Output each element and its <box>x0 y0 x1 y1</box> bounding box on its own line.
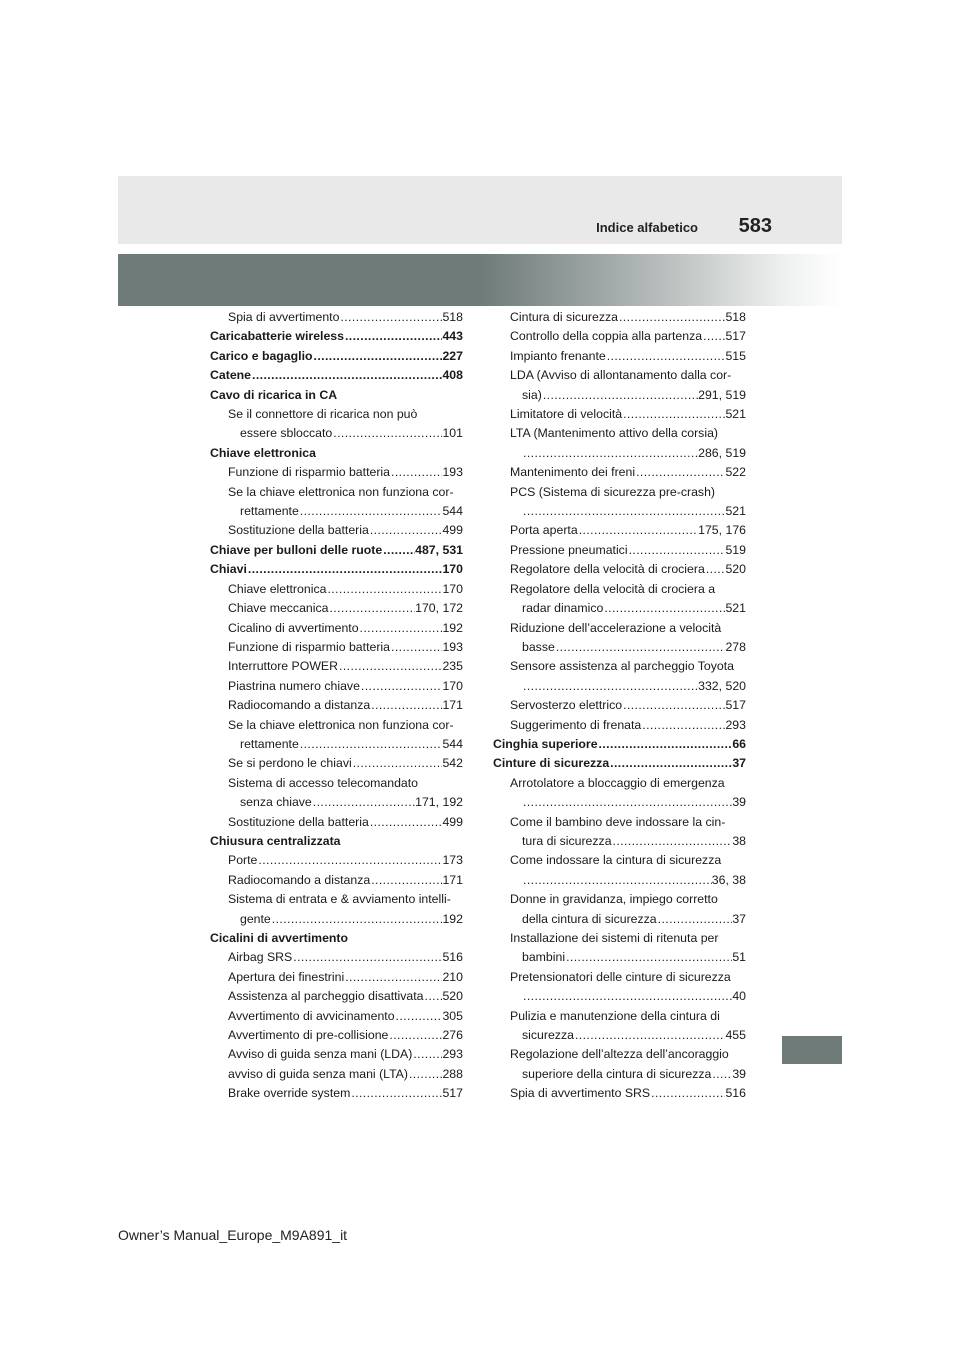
page-reference: 37 <box>732 911 746 926</box>
index-term-text: Assistenza al parcheggio disattivata <box>228 989 424 1004</box>
dot-leader <box>359 619 443 638</box>
dot-leader <box>522 793 732 812</box>
page-reference: 171, 192 <box>415 795 463 810</box>
index-subentry <box>493 327 746 346</box>
index-subentry <box>210 871 463 890</box>
index-term-text: LTA (Mantenimento attivo della corsia) <box>510 426 719 441</box>
dot-leader <box>424 987 443 1006</box>
index-term-text: Servosterzo elettrico <box>510 698 623 713</box>
index-subentry <box>493 541 746 560</box>
index-subentry <box>210 948 463 967</box>
index-term-text: tura di sicurezza <box>522 833 612 848</box>
index-subentry <box>493 1007 746 1046</box>
index-subentry <box>210 483 463 522</box>
index-term-text: Chiave elettronica <box>228 581 327 596</box>
index-term-text: sia) <box>522 387 542 402</box>
page-reference: 170 <box>442 581 463 596</box>
page-reference: 210 <box>442 969 463 984</box>
index-term-text: Sistema di accesso telecomandato <box>228 775 419 790</box>
page-reference: 101 <box>442 426 463 441</box>
index-subentry <box>493 968 746 1007</box>
index-term-text: Funzione di risparmio batteria <box>228 639 390 654</box>
dot-leader <box>350 1084 442 1103</box>
index-entry <box>210 560 463 579</box>
index-subentry <box>210 657 463 676</box>
index-entry <box>210 366 463 385</box>
index-term-text: Avvertimento di avvicinamento <box>228 1008 395 1023</box>
index-term-text: Impianto frenante <box>510 348 606 363</box>
footer-text: Owner’s Manual_Europe_M9A891_it <box>118 1227 348 1243</box>
page-reference: 521 <box>725 601 746 616</box>
index-term-text: Cavo di ricarica in CA <box>210 387 338 402</box>
index-term-text: Cicalini di avvertimento <box>210 931 349 945</box>
dot-leader <box>657 910 733 929</box>
index-subentry <box>210 813 463 832</box>
index-term-text: Carico e bagaglio <box>210 348 313 363</box>
dot-leader <box>598 735 733 754</box>
index-subentry <box>210 619 463 638</box>
page-reference: 522 <box>725 465 746 480</box>
page-reference: 171 <box>442 872 463 887</box>
index-term-text: Se la chiave elettronica non funziona cor- <box>228 484 454 499</box>
page-reference: 408 <box>442 368 463 383</box>
index-subentry <box>493 424 746 463</box>
index-subentry <box>210 308 463 327</box>
index-term-text: Catene <box>210 368 252 383</box>
index-subentry <box>210 774 463 813</box>
dot-leader <box>641 716 725 735</box>
index-term-text: Regolatore della velocità di crociera <box>510 562 705 577</box>
dot-leader <box>247 560 443 579</box>
index-subentry <box>493 463 746 482</box>
index-term-text: Sostituzione della batteria <box>228 814 369 829</box>
page-reference: 544 <box>442 504 463 519</box>
page-reference: 499 <box>442 523 463 538</box>
page-reference: 291, 519 <box>698 387 746 402</box>
page-reference: 517 <box>725 698 746 713</box>
dot-leader <box>565 948 732 967</box>
dot-leader <box>338 657 442 676</box>
page-reference: 455 <box>725 1028 746 1043</box>
dot-leader <box>370 871 442 890</box>
index-term-text: LDA (Avviso di allontanamento dalla cor- <box>510 368 732 383</box>
index-term-text: Brake override system <box>228 1086 351 1101</box>
page-reference: 175, 176 <box>698 523 746 538</box>
page-reference: 518 <box>725 310 746 324</box>
page-reference: 51 <box>732 950 746 965</box>
index-entry <box>493 735 746 754</box>
page-reference: 278 <box>725 639 746 654</box>
index-entry <box>210 347 463 366</box>
page-reference: 39 <box>732 795 746 810</box>
dot-leader <box>271 910 443 929</box>
index-term-text: Chiavi <box>210 562 247 577</box>
index-term-text: Sostituzione della batteria <box>228 523 369 538</box>
page-reference: 487, 531 <box>415 542 463 557</box>
index-term-text: bambini <box>522 950 566 965</box>
index-term-text: Chiusura centralizzata <box>210 833 341 848</box>
index-term-text: Se il connettore di ricarica non può <box>228 407 418 422</box>
dot-leader <box>522 871 712 890</box>
dot-leader <box>522 677 698 696</box>
index-term-text: Radiocomando a distanza <box>228 698 371 713</box>
index-term-text: Piastrina numero chiave <box>228 678 360 693</box>
index-term-text: rettamente <box>240 736 299 751</box>
page-reference: 521 <box>725 407 746 422</box>
dot-leader <box>578 521 698 540</box>
page-reference: 227 <box>442 348 463 363</box>
index-term-text: Suggerimento di frenata <box>510 717 642 732</box>
index-term-text: Chiave meccanica <box>228 601 329 616</box>
index-subentry <box>493 657 746 696</box>
page-reference: 499 <box>442 814 463 829</box>
dot-leader <box>332 424 442 443</box>
index-subentry <box>210 521 463 540</box>
index-entry <box>493 754 746 773</box>
dot-leader <box>328 599 415 618</box>
index-subentry <box>493 560 746 579</box>
dot-leader <box>622 405 725 424</box>
dot-leader <box>702 327 725 346</box>
section-title: Indice alfabetico <box>596 220 698 235</box>
page-reference: 520 <box>442 989 463 1004</box>
dot-leader <box>606 347 726 366</box>
page-reference: 293 <box>725 717 746 732</box>
index-subentry <box>210 1065 463 1084</box>
index-entry <box>210 386 463 405</box>
index-term-text: Come il bambino deve indossare la cin- <box>510 814 726 829</box>
dot-leader <box>326 580 442 599</box>
index-subentry <box>493 890 746 929</box>
dot-leader <box>574 1026 726 1045</box>
index-term-text: Arrotolatore a bloccaggio di emergenza <box>510 775 725 790</box>
index-subentry <box>210 754 463 773</box>
index-subentry <box>493 774 746 813</box>
index-term-text: Avvertimento di pre-collisione <box>228 1028 389 1043</box>
index-subentry <box>210 1026 463 1045</box>
page-reference: 39 <box>732 1066 746 1081</box>
page-reference: 193 <box>442 639 463 654</box>
index-term-text: rettamente <box>240 504 299 519</box>
dot-leader <box>382 541 415 560</box>
page-reference: 37 <box>732 756 746 771</box>
page-reference: 171 <box>442 698 463 713</box>
page-reference: 38 <box>732 833 746 848</box>
index-term-text: Regolazione dell’altezza dell’ancoraggio <box>510 1047 729 1062</box>
page-reference: 542 <box>442 756 463 771</box>
index-term-text: della cintura di sicurezza <box>522 911 657 926</box>
index-subentry <box>493 696 746 715</box>
index-subentry <box>493 813 746 852</box>
page-reference: 170 <box>442 562 463 577</box>
index-term-text: Chiave elettronica <box>210 445 316 460</box>
page-reference: 286, 519 <box>698 445 746 460</box>
dot-leader <box>628 541 726 560</box>
dot-leader <box>370 696 442 715</box>
index-term-text: Porte <box>228 853 258 868</box>
dot-leader <box>522 444 698 463</box>
dot-leader <box>313 347 443 366</box>
page-reference: 544 <box>442 736 463 751</box>
dot-leader <box>711 1065 732 1084</box>
dot-leader <box>635 463 725 482</box>
index-term-text: Cinghia superiore <box>493 736 598 751</box>
index-term-text: gente <box>240 911 271 926</box>
page-reference: 519 <box>725 542 746 557</box>
dot-leader <box>352 754 443 773</box>
index-subentry <box>493 580 746 619</box>
dot-leader <box>251 366 442 385</box>
index-subentry <box>210 463 463 482</box>
index-subentry <box>210 987 463 1006</box>
index-term-text: senza chiave <box>240 795 312 810</box>
page-reference: 173 <box>442 853 463 868</box>
index-term-text: Spia di avvertimento <box>228 310 340 324</box>
index-subentry <box>210 677 463 696</box>
index-subentry <box>493 929 746 968</box>
index-subentry <box>210 1007 463 1026</box>
dot-leader <box>618 308 725 327</box>
index-term-text: Funzione di risparmio batteria <box>228 465 390 480</box>
page-reference: 443 <box>442 329 463 344</box>
index-term-text: basse <box>522 639 555 654</box>
page-reference: 521 <box>725 504 746 519</box>
index-term-text: Radiocomando a distanza <box>228 872 371 887</box>
index-subentry <box>210 599 463 618</box>
dot-leader <box>609 754 732 773</box>
index-entry <box>210 832 463 851</box>
index-column-right <box>493 308 746 1104</box>
page-reference: 192 <box>442 911 463 926</box>
index-subentry <box>210 580 463 599</box>
dot-leader <box>390 463 442 482</box>
index-entry <box>210 327 463 346</box>
index-term-text: Interruttore POWER <box>228 659 339 674</box>
dot-leader <box>360 677 443 696</box>
index-subentry <box>493 347 746 366</box>
index-term-text: Porta aperta <box>510 523 578 538</box>
page-reference: 40 <box>732 989 746 1004</box>
dot-leader <box>612 832 733 851</box>
dot-leader <box>344 968 442 987</box>
section-thumb-tab <box>782 1036 842 1064</box>
dot-leader <box>312 793 415 812</box>
page-reference: 170, 172 <box>415 601 463 616</box>
dot-leader <box>395 1007 443 1026</box>
index-term-text: Pretensionatori delle cinture di sicurezza <box>510 969 731 984</box>
page-reference: 517 <box>725 329 746 344</box>
index-term-text: Caricabatterie wireless <box>210 329 344 344</box>
page-number: 583 <box>738 215 772 237</box>
index-term-text: Cicalino di avvertimento <box>228 620 359 635</box>
index-term-text: Pressione pneumatici <box>510 542 628 557</box>
dot-leader <box>369 813 443 832</box>
dot-leader <box>542 386 698 405</box>
page-reference: 235 <box>442 659 463 674</box>
index-term-text: Spia di avvertimento SRS <box>510 1086 651 1101</box>
index-term-text: Riduzione dell’accelerazione a velocità <box>510 620 722 635</box>
page-reference: 192 <box>442 620 463 635</box>
index-subentry <box>493 521 746 540</box>
page-reference: 516 <box>725 1086 746 1101</box>
index-term-text: Mantenimento dei freni <box>510 465 636 480</box>
index-term-text: Airbag SRS <box>228 950 293 965</box>
index-term-text: Limitatore di velocità <box>510 407 623 422</box>
page-reference: 332, 520 <box>698 678 746 693</box>
index-subentry <box>210 716 463 755</box>
index-subentry <box>210 1084 463 1103</box>
index-subentry <box>493 308 746 327</box>
dot-leader <box>555 638 726 657</box>
index-subentry <box>493 851 746 890</box>
index-subentry <box>210 1045 463 1064</box>
dot-leader <box>369 521 443 540</box>
index-entry <box>210 541 463 560</box>
dot-leader <box>390 638 442 657</box>
index-term-text: Cintura di sicurezza <box>510 310 618 324</box>
page-reference: 276 <box>442 1028 463 1043</box>
index-subentry <box>210 405 463 444</box>
index-term-text: Controllo della coppia alla partenza <box>510 329 703 344</box>
index-term-text: Apertura dei finestrini <box>228 969 345 984</box>
dot-leader <box>622 696 725 715</box>
page-reference: 66 <box>732 736 746 751</box>
dot-leader <box>299 735 443 754</box>
dot-leader <box>522 987 732 1006</box>
index-column-left <box>210 308 463 1104</box>
dot-leader <box>603 599 725 618</box>
index-subentry <box>210 890 463 929</box>
index-term-text: Se la chiave elettronica non funziona cor- <box>228 717 454 732</box>
index-term-text: sicurezza <box>522 1028 574 1043</box>
index-subentry <box>493 1084 746 1103</box>
index-term-text: Se si perdono le chiavi <box>228 756 352 771</box>
dot-leader <box>522 502 725 521</box>
index-term-text: Sistema di entrata e & avviamento intelli- <box>228 892 451 907</box>
index-subentry <box>493 716 746 735</box>
page-reference: 516 <box>442 950 463 965</box>
header-band <box>118 254 842 306</box>
page-reference: 518 <box>442 310 463 324</box>
index-subentry <box>210 851 463 870</box>
index-subentry <box>493 1045 746 1084</box>
page-reference: 517 <box>442 1086 463 1101</box>
index-term-text: Regolatore della velocità di crociera a <box>510 581 716 596</box>
index-subentry <box>210 968 463 987</box>
index-subentry <box>493 619 746 658</box>
index-term-text: Pulizia e manutenzione della cintura di <box>510 1008 720 1023</box>
index-term-text: PCS (Sistema di sicurezza pre-crash) <box>510 484 716 499</box>
page-reference: 193 <box>442 465 463 480</box>
index-subentry <box>493 405 746 424</box>
dot-leader <box>705 560 726 579</box>
index-entry <box>210 929 463 948</box>
index-term-text: Chiave per bulloni delle ruote <box>210 542 383 557</box>
index-term-text: Installazione dei sistemi di ritenuta per <box>510 931 719 945</box>
index-subentry <box>210 696 463 715</box>
index-term-text: Cinture di sicurezza <box>493 756 610 771</box>
index-term-text: avviso di guida senza mani (LTA) <box>228 1066 408 1081</box>
dot-leader <box>292 948 442 967</box>
index-entry <box>210 444 463 463</box>
index-term-text: Come indossare la cintura di sicurezza <box>510 853 722 868</box>
index-subentry <box>210 638 463 657</box>
page-reference: 520 <box>725 562 746 577</box>
dot-leader <box>650 1084 725 1103</box>
page-reference: 36, 38 <box>711 872 746 887</box>
index-subentry <box>493 483 746 522</box>
index-term-text: radar dinamico <box>522 601 604 616</box>
page-reference: 288 <box>442 1066 463 1081</box>
page-reference: 305 <box>442 1008 463 1023</box>
page-reference: 293 <box>442 1047 463 1062</box>
dot-leader <box>339 308 442 327</box>
index-term-text: superiore della cintura di sicurezza <box>522 1066 712 1081</box>
dot-leader <box>299 502 443 521</box>
index-subentry <box>493 366 746 405</box>
dot-leader <box>408 1065 442 1084</box>
dot-leader <box>257 851 442 870</box>
index-term-text: essere sbloccato <box>240 426 333 441</box>
page-reference: 170 <box>442 678 463 693</box>
index-term-text: Avviso di guida senza mani (LDA) <box>228 1047 413 1062</box>
page-reference: 515 <box>725 348 746 363</box>
index-term-text: Donne in gravidanza, impiego corretto <box>510 892 718 907</box>
dot-leader <box>388 1026 442 1045</box>
dot-leader <box>412 1045 442 1064</box>
page-header <box>118 176 842 244</box>
index-term-text: Sensore assistenza al parcheggio Toyota <box>510 659 734 674</box>
dot-leader <box>344 327 442 346</box>
